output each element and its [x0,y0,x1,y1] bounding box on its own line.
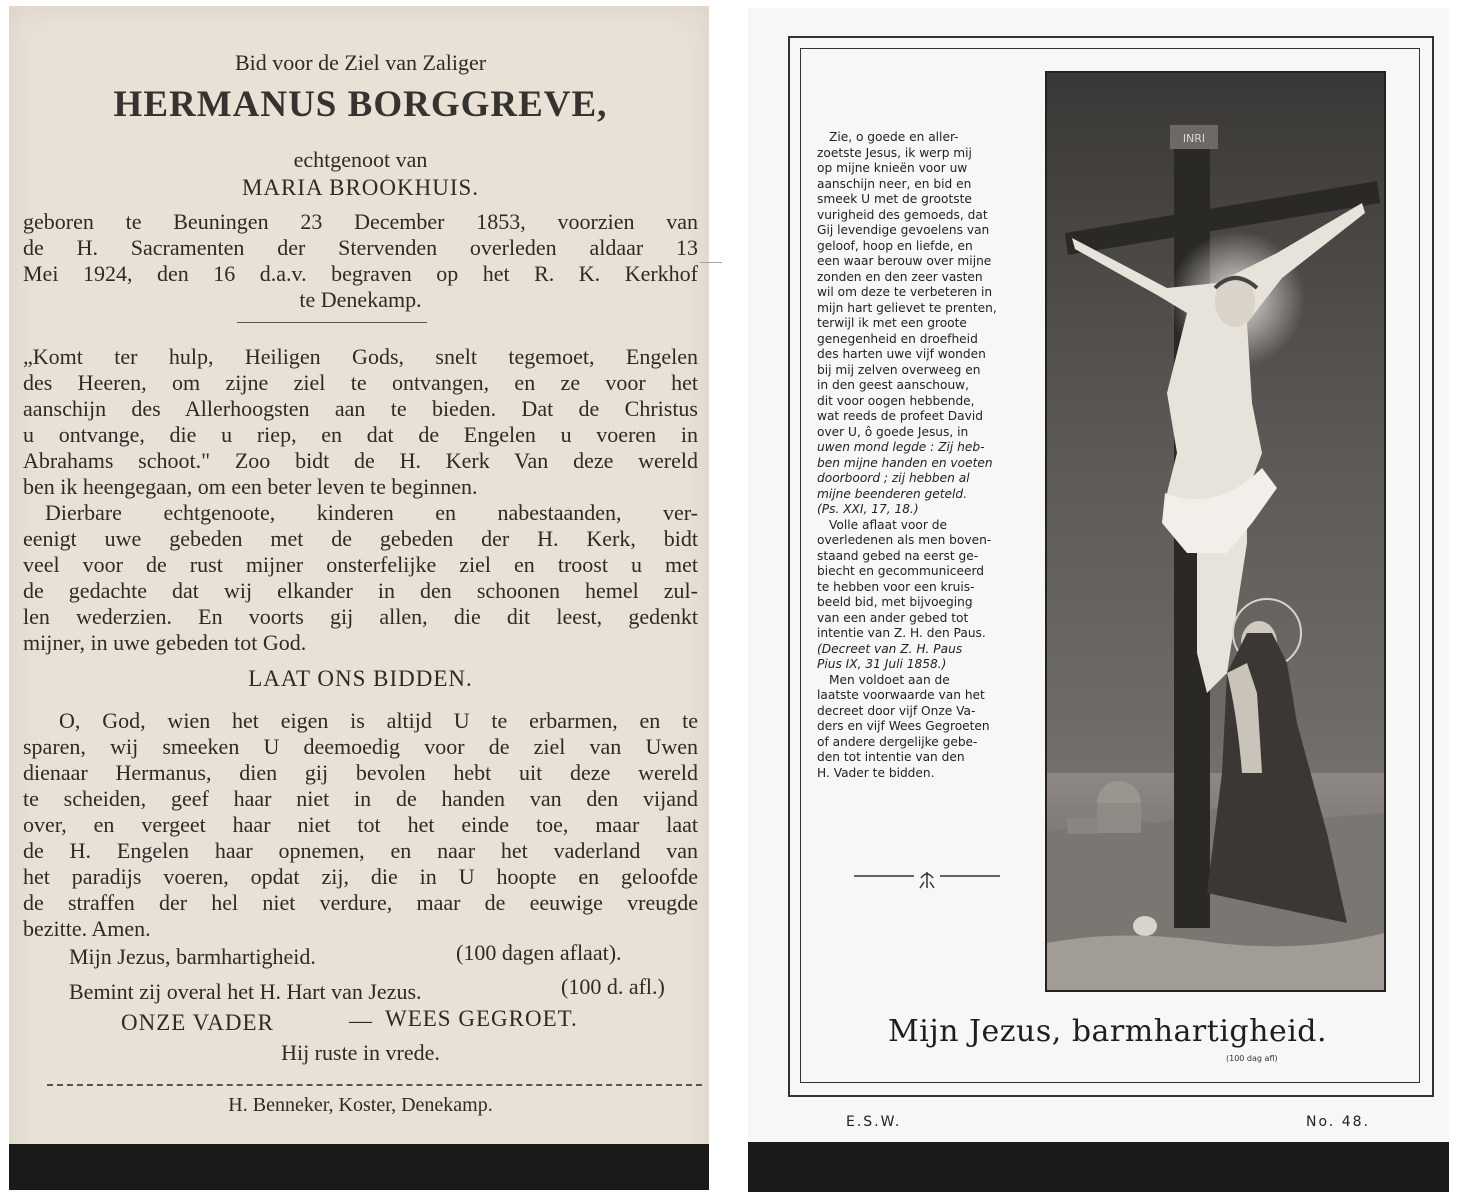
condition-line: Men voldoet aan de [829,672,950,687]
rest-in-peace: Hij ruste in vrede. [281,1040,440,1065]
aspiration-1-indulgence: (100 dagen aflaat). [456,940,622,965]
prayer-line: dienaar Hermanus, dien gij bevolen hebt uit deze wereld [23,760,698,785]
aspiration-1: Mijn Jezus, barmhartigheid. [69,944,316,969]
scan-line [700,262,722,263]
prayer-line: op mijne knieën voor uw [817,161,968,175]
prayer-line: zoetste Jesus, ik werp mij [817,145,972,160]
aspiration-2: Bemint zij overal het H. Hart van Jezus. [69,979,422,1004]
bio-line: de H. Sacramenten der Stervenden overleden aldaar 13 [23,235,698,260]
family-line: Dierbare echtgenoote, kinderen en nabestaanden, ver- [45,500,698,525]
condition-line: of andere dergelijke gebe- [817,734,978,749]
prayer-line: terwijl ik met een groote [817,316,967,330]
prayer-line: het paradijs voeren, opdat zij, die in U hoopte en geloofde [23,864,698,889]
spouse-label: echtgenoot van [293,147,428,172]
indulgence-line: van een ander gebed tot [817,610,969,625]
quote-line: aanschijn des Allerhoogsten aan te bieden. Dat de Christus [23,396,698,421]
decree-reference: (Decreet van Z. H. Paus [817,641,963,656]
mourning-border [9,1144,709,1190]
prayer-line: wil om deze te verbeteren in [817,285,993,299]
prayer-line: wat reeds de profeet David [817,409,983,423]
quote-line-last: ben ik heengegaan, om een beter leven te beginnen. [23,474,478,499]
prayer-line: vurigheid des gemoeds, dat [817,207,988,222]
prayer-line: smeek U met de grootste [817,192,972,206]
prayer-line-last: bezitte. Amen. [23,916,151,941]
prayer-line: bij mij zelven overweeg en [817,362,981,377]
decree-reference: Pius IX, 31 Juli 1858.) [817,657,947,671]
closing-prayer-our-father: ONZE VADER [121,1010,274,1035]
quote-line: u ontvange, die u riep, en dat de Engelen u voeren in [23,422,698,447]
indulgence-line: te hebben voor een kruis- [817,579,975,594]
family-line: de gedachte dat wij elkander in den schoonen hemel zul- [23,578,698,603]
prayer-line: te scheiden, geef haar niet in de handen van den vijand [23,786,698,811]
picture-caption: Mijn Jezus, barmhartigheid. [888,1014,1328,1049]
quote-line: des Heeren, om zijne ziel te ontvangen, en ze voor het [23,370,698,395]
prayer-italic: Zij heb- [938,440,985,454]
divider [237,322,427,323]
prayer-line: dit voor oogen hebbende, [817,393,975,408]
prayer-line: genegenheid en droefheid [817,331,978,346]
printer-mark: E.S.W. [846,1114,902,1130]
ornament-divider [852,868,1002,894]
bio-line: geboren te Beuningen 23 December 1853, voorzien van [23,209,698,234]
prayer-line: zonden en den zeer vasten [817,269,983,284]
family-line-last: mijner, in uwe gebeden tot God. [23,630,307,655]
left-memorial-card [9,6,709,1190]
prayer-line: mijn hart gelievet te prenten, [817,300,997,315]
bio-line: Mei 1924, den 16 d.a.v. begraven op het R. K. Kerkhof [23,261,698,286]
printer-credit: H. Benneker, Koster, Denekamp. [228,1094,493,1116]
closing-dash: — [349,1008,373,1033]
prayer-italic-line: mijne beenderen geteld. [817,486,968,501]
family-line: veel voor de rust mijner onsterfelijke ziel en troost u met [23,552,698,577]
crucifixion-illustration [1047,73,1384,990]
prayer-line: de H. Engelen haar opnemen, en naar het vaderland van [23,838,698,863]
dashed-divider [47,1084,702,1086]
condition-line: den tot intentie van den [817,750,965,764]
prayer-mixed-start: uwen mond legde : [817,440,935,454]
condition-line: laatste voorwaarde van het [817,688,985,702]
prayer-italic-line: ben mijne handen en voeten [817,455,993,470]
prayer-line: Gij levendige gevoelens van [817,223,990,237]
deceased-name: HERMANUS BORGGREVE, [113,84,608,125]
indulgence-line: staand gebed na eerst ge- [817,548,979,563]
indulgence-line: biecht en gecommuniceerd [817,564,984,578]
condition-line: decreet door vijf Onze Va- [817,703,976,718]
prayer-line: Zie, o goede en aller- [829,130,959,144]
spouse-name: MARIA BROOKHUIS. [241,175,480,200]
family-line: len wederzien. En voorts gij allen, die dit leest, gedenkt [23,604,698,629]
bio-line-last: te Denekamp. [299,287,422,312]
prayer-line: een waar berouw over mijne [817,254,992,268]
prayer-line: geloof, hoop en liefde, en [817,238,973,253]
cross-plaque: INRI [1182,132,1206,145]
prayer-line: sparen, wij smeeken U deemoedig voor de ziel van Uwen [23,734,698,759]
quote-line: Abrahams schoot." Zoo bidt de H. Kerk Van deze wereld [23,448,698,473]
quote-line: „Komt ter hulp, Heiligen Gods, snelt tegemoet, Engelen [23,344,698,369]
closing-prayer-hail-mary: WEES GEGROET. [385,1006,578,1031]
intro-line: Bid voor de Ziel van Zaliger [234,50,487,75]
prayer-line: O, God, wien het eigen is altijd U te erbarmen, en te [59,708,698,733]
psalm-reference: (Ps. XXI, 17, 18.) [817,502,919,516]
prayer-line: aanschijn neer, en bid en [817,176,972,191]
prayer-heading: LAAT ONS BIDDEN. [248,666,473,691]
crucifixion-picture [1045,71,1386,992]
indulgence-line: Volle aflaat voor de [829,517,947,532]
right-devotional-card [748,8,1449,1192]
prayer-column [817,130,1029,781]
condition-line: H. Vader te bidden. [817,765,935,780]
prayer-line: des harten uwe vijf wonden [817,347,986,361]
mourning-border [748,1142,1449,1192]
indulgence-line: intentie van Z. H. den Paus. [817,626,986,640]
prayer-line: over U, ô goede Jesus, in [817,424,969,439]
caption-indulgence: (100 dag afl) [1226,1054,1278,1063]
family-line: eenigt uwe gebeden met de gebeden der H. Kerk, bidt [23,526,698,551]
card-number: No. 48. [1306,1114,1370,1130]
prayer-line: de straffen der hel niet verdure, maar de eeuwige vreugde [23,890,698,915]
prayer-line: in den geest aanschouw, [817,378,970,392]
indulgence-line: beeld bid, met bijvoeging [817,595,973,609]
prayer-line-mixed [817,440,1029,456]
prayer-line: over, en vergeet haar niet tot het einde toe, maar laat [23,812,698,837]
indulgence-line: overledenen als men boven- [817,533,992,547]
condition-line: ders en vijf Wees Gegroeten [817,719,990,733]
prayer-italic-line: doorboord ; zij hebben al [817,471,970,485]
aspiration-2-indulgence: (100 d. afl.) [561,974,665,999]
